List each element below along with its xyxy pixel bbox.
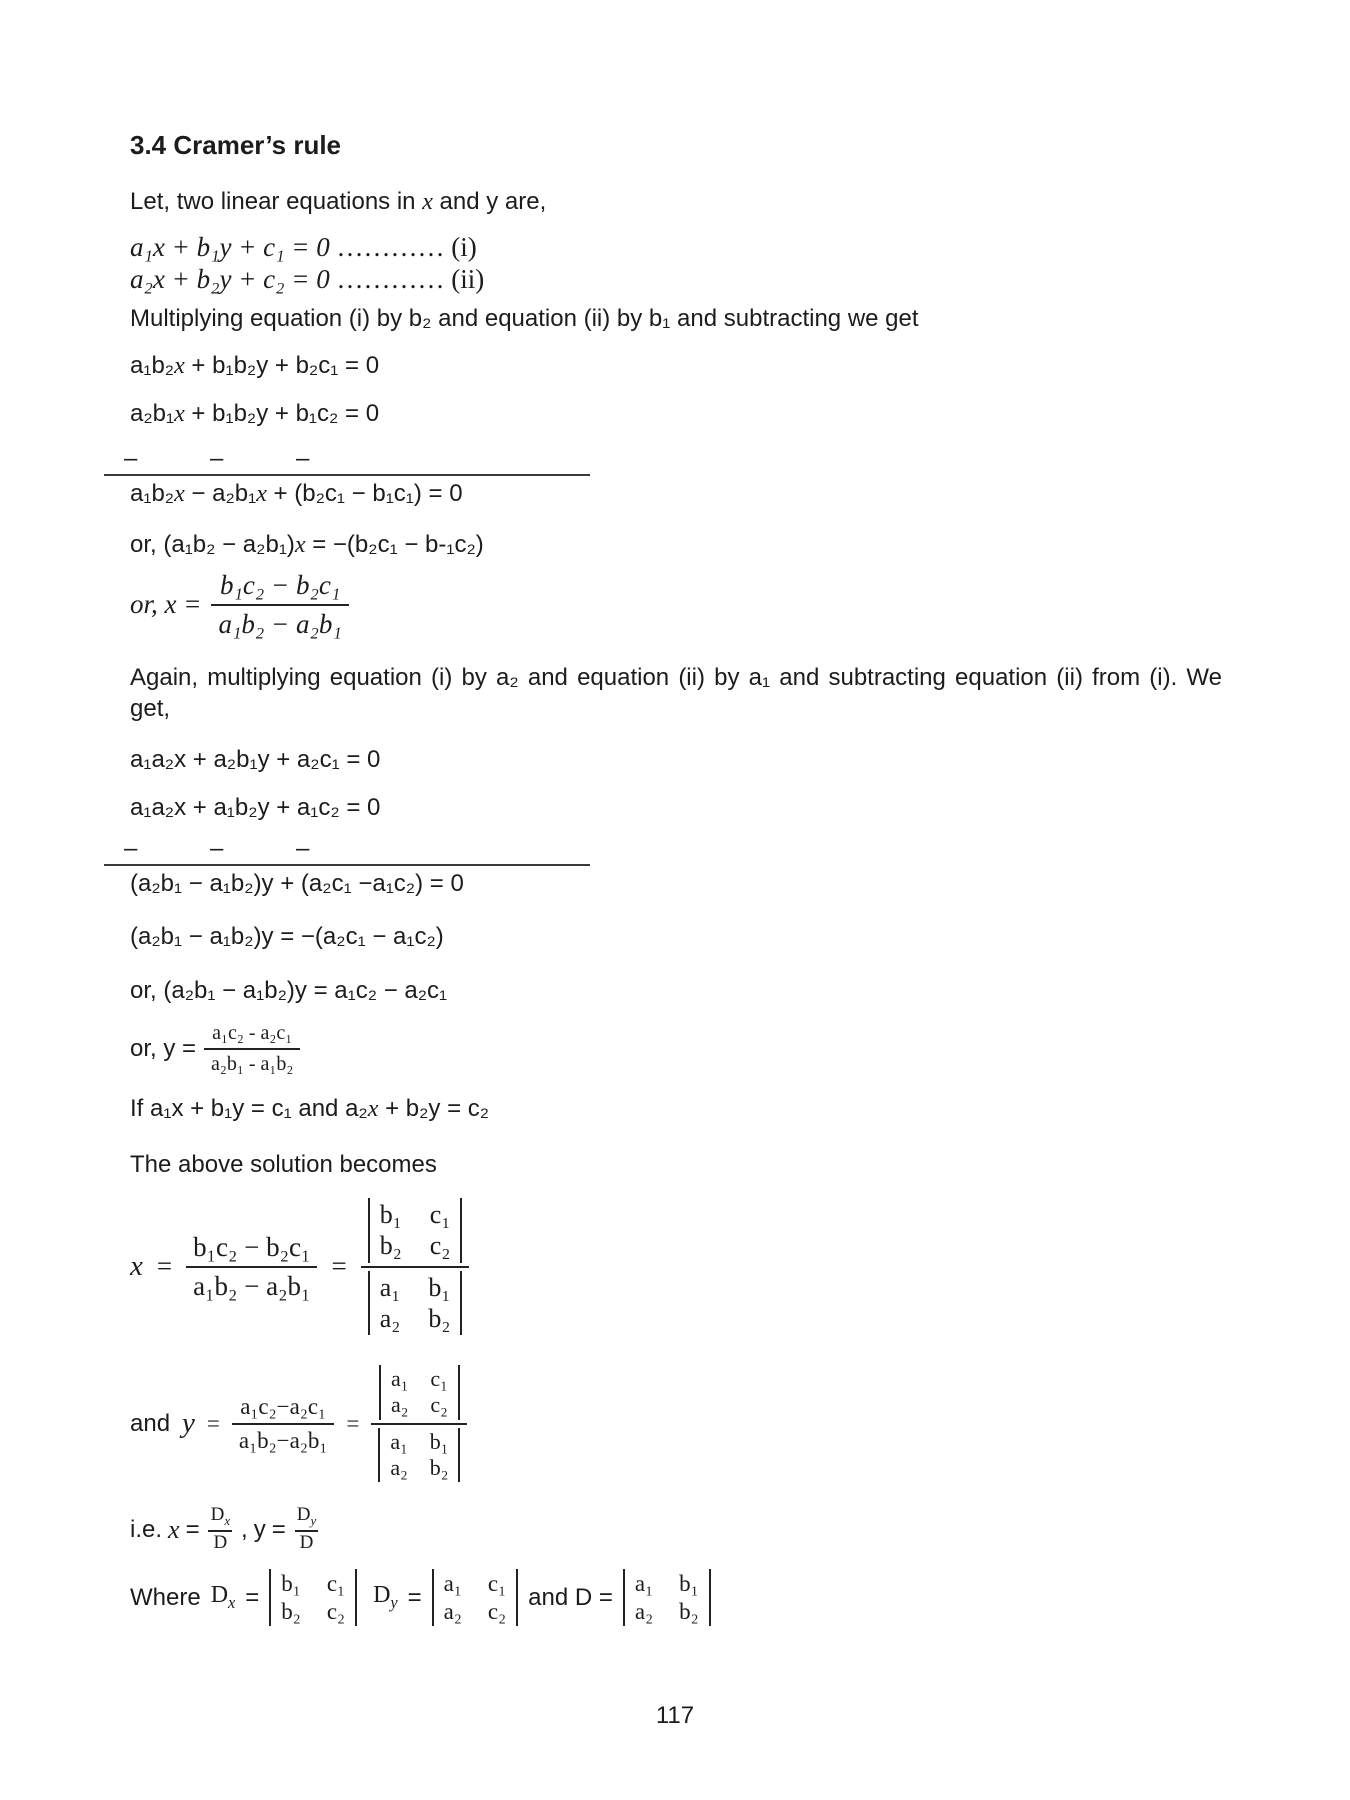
fraction-denominator: a₁b₂ − a₂b₁ xyxy=(186,1266,317,1302)
eq-part: a₁b₂ xyxy=(130,351,175,379)
fraction-numerator: a₁c₂−a₂c₁ xyxy=(240,1393,327,1419)
d-base: D xyxy=(210,1582,229,1609)
det-cell: b₁ xyxy=(429,1428,449,1454)
fraction-denominator: a₁b₂ − a₂b₁ xyxy=(211,604,348,640)
minus-signs-row xyxy=(104,836,590,866)
eq-part: a₁b₂ xyxy=(130,479,175,507)
fraction xyxy=(186,1232,317,1302)
fraction xyxy=(232,1394,334,1454)
dx-symbol xyxy=(211,1582,236,1613)
dx-over-d-fraction xyxy=(206,1504,235,1555)
fraction-numerator: b₁c₂ − b₂c₁ xyxy=(219,569,341,600)
det-cell: a₁ xyxy=(390,1365,409,1391)
ie-summary-line xyxy=(130,1504,1220,1555)
dy-symbol xyxy=(373,1582,398,1613)
eq-part: + b₁b₂y + b₂c₁ = 0 xyxy=(184,351,380,379)
minus-sign: – xyxy=(296,835,310,863)
minus-signs-row xyxy=(104,446,590,476)
eq-part: = −(b₂c₁ − b-₁c₂) xyxy=(305,530,484,558)
det-cell: c₁ xyxy=(326,1571,346,1597)
eq-part: + b₂y = c₂ xyxy=(378,1095,490,1123)
d-base: D xyxy=(373,1582,391,1609)
d-base: D xyxy=(296,1504,311,1526)
determinant-fraction xyxy=(371,1365,467,1483)
or-step-x xyxy=(130,530,1220,560)
fraction-denominator: a₂b₁ - a₁b₂ xyxy=(204,1048,300,1076)
det-cell: b₁ xyxy=(428,1272,451,1302)
equation-ii-math: a₂x + b₂y + c₂ = 0 xyxy=(130,264,330,295)
paragraph-again: Again, multiplying equation (i) by a₂ and equation (ii) by a₁ and subtracting equation (ii) from (i). We get, xyxy=(130,663,1222,722)
det-cell: c₁ xyxy=(430,1365,448,1391)
equals-sign: = xyxy=(331,1251,347,1282)
subtraction-block-x xyxy=(124,444,1220,508)
equation-i-math: a₁x + b₁y + c₁ = 0 xyxy=(130,232,330,262)
det-cell: a₂ xyxy=(379,1303,401,1333)
determinant-dx xyxy=(269,1569,357,1626)
determinant-d xyxy=(623,1569,711,1626)
equation-ii xyxy=(130,263,1220,295)
math-x: x xyxy=(174,352,185,379)
d-subscript: y xyxy=(310,1513,317,1529)
math-y: y xyxy=(182,1407,195,1440)
det-cell: b₂ xyxy=(281,1598,301,1624)
if-condition-line xyxy=(130,1094,1220,1124)
x-determinant-solution xyxy=(130,1198,1220,1335)
det-cell: b₂ xyxy=(429,1455,449,1481)
d-subscript: x xyxy=(228,1593,236,1613)
dy-over-d-fraction xyxy=(292,1504,321,1555)
intro-post: and y are, xyxy=(432,188,547,215)
equation-sub2-line2: a₁a₂x + a₁b₂y + a₁c₂ = 0 xyxy=(130,794,381,822)
det-cell: a₂ xyxy=(390,1392,409,1418)
minus-sign: – xyxy=(124,444,138,472)
d-symbol: D xyxy=(208,1530,232,1555)
equals-sign: = xyxy=(245,1583,260,1611)
math-x: x xyxy=(130,1250,143,1283)
comma: , xyxy=(241,1515,248,1543)
det-cell: b₁ xyxy=(679,1571,699,1597)
minus-sign: – xyxy=(210,444,224,472)
math-y: y xyxy=(253,1515,266,1543)
det-cell: a₁ xyxy=(634,1571,654,1597)
fraction-numerator: a₁c₂ - a₂c₁ xyxy=(212,1022,293,1045)
det-cell: b₁ xyxy=(281,1571,301,1597)
eq-part: − a₂b₁ xyxy=(184,479,257,507)
subtraction-block-y xyxy=(124,835,1220,898)
minus-sign: – xyxy=(296,444,310,472)
determinant-fraction xyxy=(361,1198,470,1335)
det-cell: c₂ xyxy=(429,1231,451,1261)
eq-part: + (b₂c₁ − b₁c₁) = 0 xyxy=(266,479,463,507)
numerator-determinant xyxy=(361,1198,470,1265)
math-x: x xyxy=(174,400,185,427)
equation-i xyxy=(130,231,1220,263)
equation-ii-label: ………… (ii) xyxy=(329,264,485,295)
equation-sub1-line2 xyxy=(130,400,1220,428)
equals-sign: = xyxy=(185,1515,200,1543)
determinant xyxy=(368,1198,463,1262)
fraction-denominator: a₁b₂−a₂b₁ xyxy=(232,1423,334,1454)
dy-symbol xyxy=(292,1504,321,1530)
det-cell: b₂ xyxy=(379,1231,402,1261)
d-symbol: D xyxy=(295,1530,319,1555)
solution-intro: The above solution becomes xyxy=(130,1151,437,1179)
determinant xyxy=(378,1428,460,1483)
or-x-label: or, x = xyxy=(130,589,202,620)
equals-sign: = xyxy=(156,1251,173,1282)
eq-part: If a₁x + b₁y = c₁ and a₂ xyxy=(130,1095,368,1123)
fraction-numerator: b₁c₂ − b₂c₁ xyxy=(193,1231,311,1262)
fraction xyxy=(211,570,348,640)
paragraph-multiply: Multiplying equation (i) by b₂ and equation (ii) by b₁ and subtracting we get xyxy=(130,304,919,332)
d-base: D xyxy=(210,1504,225,1526)
d-subscript: y xyxy=(390,1593,398,1613)
det-cell: c₂ xyxy=(430,1392,448,1418)
d-subscript: x xyxy=(224,1513,231,1529)
det-cell: b₂ xyxy=(428,1303,451,1333)
det-cell: a₂ xyxy=(634,1598,654,1624)
eq-part: + b₁b₂y + b₁c₂ = 0 xyxy=(184,399,380,427)
math-x: x xyxy=(174,480,185,507)
page-number: 117 xyxy=(655,1702,695,1729)
y-step-2: or, (a₂b₁ − a₁b₂)y = a₁c₂ − a₂c₁ xyxy=(130,977,448,1005)
equation-sub2-line1: a₁a₂x + a₂b₁y + a₂c₁ = 0 xyxy=(130,746,381,774)
det-cell: c₁ xyxy=(429,1200,451,1230)
intro-pre: Let, two linear equations in xyxy=(130,188,423,215)
det-cell: c₂ xyxy=(326,1598,346,1624)
equals-sign: = xyxy=(271,1515,286,1543)
where-definitions-line xyxy=(130,1569,1220,1626)
det-cell: a₂ xyxy=(390,1455,408,1481)
equals-sign: = xyxy=(346,1410,360,1436)
or-y-label: or, y = xyxy=(130,1035,197,1063)
subtraction-result-y: (a₂b₁ − a₁b₂)y + (a₂c₁ −a₁c₂) = 0 xyxy=(130,870,464,898)
minus-sign: – xyxy=(210,835,224,863)
math-x: x xyxy=(294,531,306,558)
math-x: x xyxy=(168,1514,180,1544)
eq-part: a₂b₁ xyxy=(130,399,175,427)
y-determinant-solution xyxy=(130,1365,1220,1483)
and-label: and xyxy=(130,1409,171,1437)
equation-sub1-line1 xyxy=(130,352,1220,380)
det-cell: c₂ xyxy=(487,1598,507,1624)
math-x: x xyxy=(422,189,433,215)
determinant xyxy=(368,1271,463,1335)
y-step-1: (a₂b₁ − a₁b₂)y = −(a₂c₁ − a₁c₂) xyxy=(130,923,444,951)
x-fraction-equation xyxy=(130,570,1220,640)
det-cell: b₁ xyxy=(379,1200,402,1230)
y-fraction-equation xyxy=(130,1022,1220,1076)
intro-line xyxy=(130,187,1220,217)
det-cell: b₂ xyxy=(679,1598,699,1624)
numerator-determinant xyxy=(372,1365,467,1423)
denominator-determinant xyxy=(371,1423,467,1483)
where-label: Where xyxy=(130,1583,201,1611)
det-cell: a₂ xyxy=(443,1598,462,1624)
det-cell: a₁ xyxy=(390,1428,408,1454)
determinant-dy xyxy=(432,1569,518,1626)
ie-prefix: i.e. xyxy=(130,1515,163,1543)
dx-symbol xyxy=(206,1504,235,1530)
minus-sign: – xyxy=(124,835,138,863)
section-heading: 3.4 Cramer’s rule xyxy=(130,130,342,160)
det-cell: a₁ xyxy=(379,1272,401,1302)
equals-sign: = xyxy=(206,1410,220,1436)
math-x: x xyxy=(367,1096,379,1123)
equals-sign: = xyxy=(407,1583,422,1611)
denominator-determinant xyxy=(361,1266,470,1335)
equation-i-label: ………… (i) xyxy=(329,232,477,262)
math-x: x xyxy=(256,480,267,507)
det-cell: c₁ xyxy=(487,1571,507,1597)
subtraction-result-x xyxy=(130,480,1220,508)
and-d-label: and D = xyxy=(528,1583,613,1611)
determinant xyxy=(379,1365,460,1420)
det-cell: a₁ xyxy=(443,1571,462,1597)
eq-part: or, (a₁b₂ − a₂b₁) xyxy=(130,530,295,558)
fraction xyxy=(204,1022,300,1076)
